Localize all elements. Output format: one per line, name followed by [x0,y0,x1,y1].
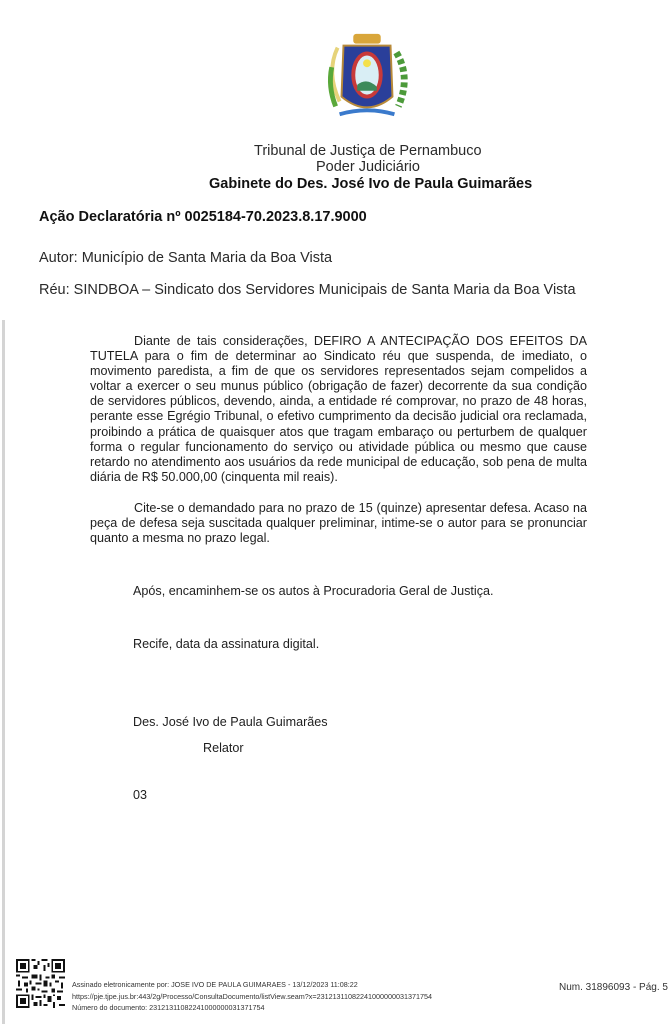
signature-info: Assinado eletronicamente por: JOSE IVO DE PAULA GUIMARAES - 13/12/2023 11:08:22 [72,980,358,989]
court-name: Tribunal de Justiça de Pernambuco [254,143,482,159]
plaintiff: Autor: Município de Santa Maria da Boa Vista [39,250,333,266]
document-number: Número do documento: 23121311082241000000031371754 [72,1003,265,1012]
decision-text: Diante de tais considerações, DEFIRO A ANTECIPAÇÃO DOS EFEITOS DA TUTELA para o fim de determinar ao Sindicato réu que suspenda, de imediato, o movimento paredista, a fim de que os servidores representados sejam compelidos a voltar a exercer o seu munus público (obrigação de fazer) decorrente da sua condição de servidores públicos, devendo, ainda, a entidade ré comprovar, no prazo de 48 horas, perante esse Egrégio Tribunal, o efetivo cumprimento da decisão judicial ora reclamada, proibindo a prática de quaisquer atos que tragam embaraço ou perturbem de qualquer forma o regular funcionamento do serviço ou atividade pública ou mesmo que cause retardo no atendimento aos usuários da rede municipal de educação, sob pena de multa diária de R$ 50.000,00 (cinquenta mil reais). [90,334,587,484]
referral-line: Após, encaminhem-se os autos à Procuradoria Geral de Justiça. [133,584,494,598]
branch-name: Poder Judiciário [316,159,420,175]
decision-paragraph [90,334,587,485]
citation-text: Cite-se o demandado para no prazo de 15 (quinze) apresentar defesa. Acaso na peça de defesa seja suscitada qualquer preliminar, intime-se o autor para se pronunciar quanto a mesma no prazo legal. [90,501,587,546]
page-reference: Num. 31896093 - Pág. 5 [559,982,668,993]
signatory-role: Relator [203,741,244,755]
signatory-name: Des. José Ivo de Paula Guimarães [133,715,328,729]
defendant: Réu: SINDBOA – Sindicato dos Servidores Municipais de Santa Maria da Boa Vista [39,282,576,298]
case-title: Ação Declaratória nº 0025184-70.2023.8.17.9000 [39,209,367,225]
office-name: Gabinete do Des. José Ivo de Paula Guimarães [209,176,533,192]
qr-code-icon[interactable] [16,959,65,1008]
document-code: 03 [133,788,148,802]
citation-paragraph [90,501,587,546]
pernambuco-coat-of-arms-icon [318,28,416,126]
place-date-line: Recife, data da assinatura digital. [133,637,320,651]
page-edge-divider [2,320,5,1024]
verification-url[interactable]: https://pje.tjpe.jus.br:443/2g/Processo/ConsultaDocumento/listView.seam?x=23121311082241000000031371754 [72,992,432,1001]
